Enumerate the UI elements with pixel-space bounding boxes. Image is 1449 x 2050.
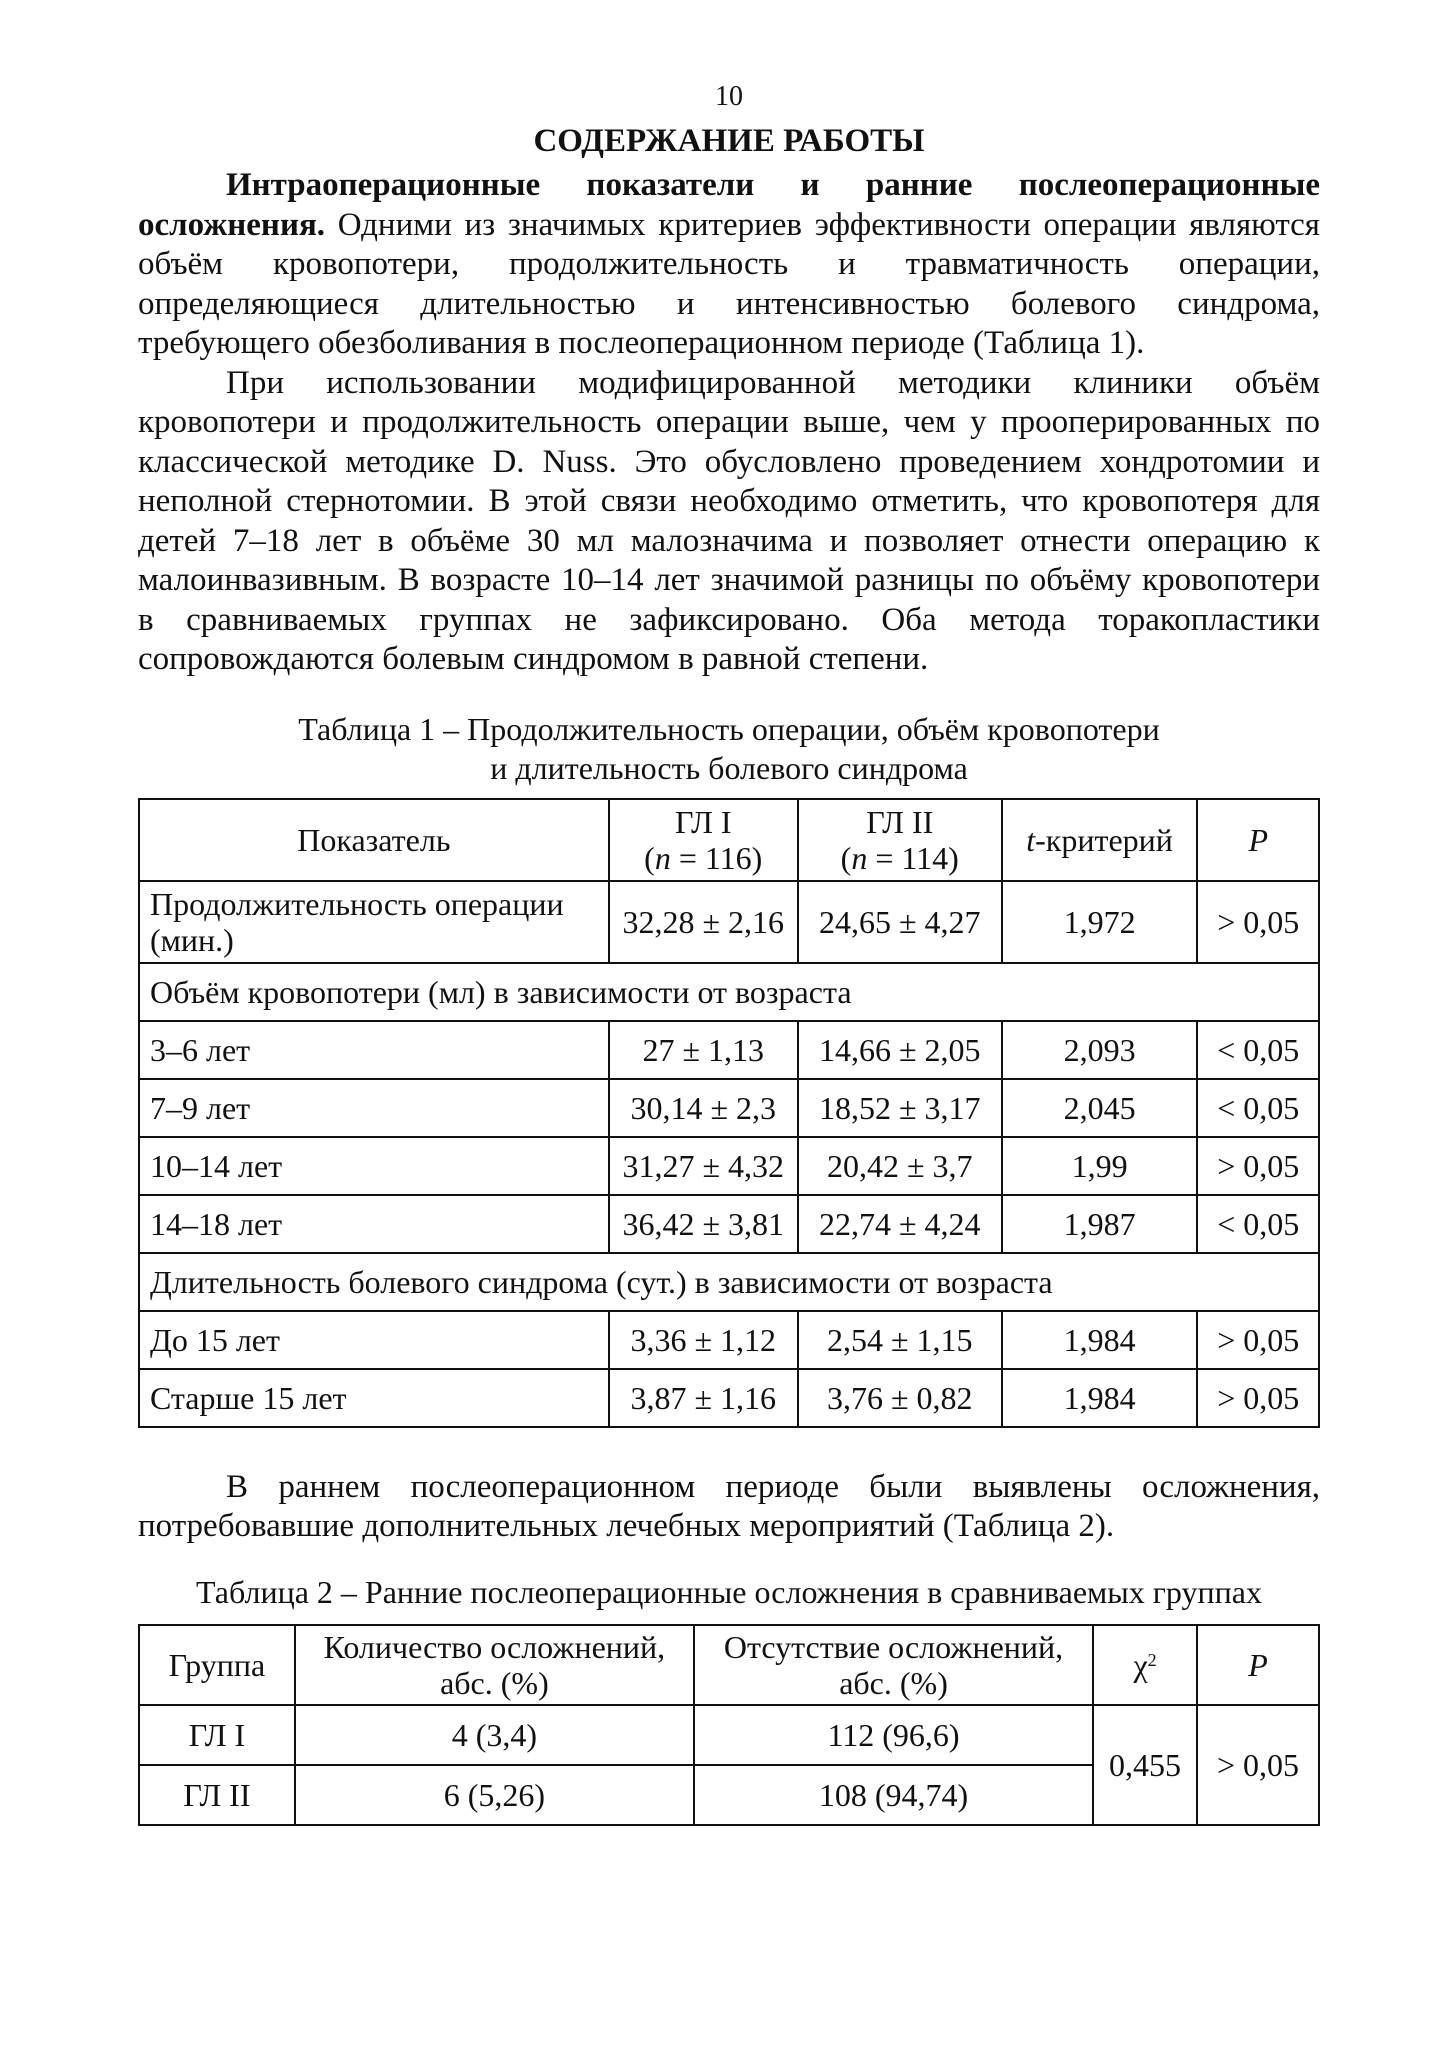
document-page bbox=[138, 80, 1320, 1826]
table1-cell-t: 1,984 bbox=[1002, 1369, 1198, 1427]
table2-header-absence: Отсутствие осложнений, абс. (%) bbox=[694, 1625, 1093, 1705]
table2-cell-complications: 6 (5,26) bbox=[295, 1765, 694, 1825]
table2-cell-absence: 112 (96,6) bbox=[694, 1705, 1093, 1765]
table1-cell-gl1: 36,42 ± 3,81 bbox=[609, 1195, 798, 1253]
table1-section-blood-loss: Объём кровопотери (мл) в зависимости от возраста bbox=[139, 963, 1319, 1021]
table2-header-complications: Количество осложнений, абс. (%) bbox=[295, 1625, 694, 1705]
table1-cell-gl1: 30,14 ± 2,3 bbox=[609, 1079, 798, 1137]
table1-cell-label: До 15 лет bbox=[139, 1311, 609, 1369]
table1-cell-gl2: 18,52 ± 3,17 bbox=[798, 1079, 1002, 1137]
table-row bbox=[139, 1195, 1319, 1253]
table1-cell-label: 10–14 лет bbox=[139, 1137, 609, 1195]
table1-cell-gl2: 2,54 ± 1,15 bbox=[798, 1311, 1002, 1369]
table1-cell-gl2: 22,74 ± 4,24 bbox=[798, 1195, 1002, 1253]
table2-cell-group: ГЛ I bbox=[139, 1705, 295, 1765]
table1-section-pain: Длительность болевого синдрома (сут.) в зависимости от возраста bbox=[139, 1253, 1319, 1311]
table-row bbox=[139, 1021, 1319, 1079]
table1-section-row bbox=[139, 963, 1319, 1021]
paragraph-body: Одними из значимых критериев эффективности операции являются объём кровопотери, продолжительность и травматичность операции, определяющиеся длительностью и интенсивностью болевого синдрома, требующего обезболивания в послеоперационном периоде (Таблица 1). bbox=[138, 206, 1320, 361]
table1-cell-gl1: 3,36 ± 1,12 bbox=[609, 1311, 798, 1369]
table1-cell-label: Продолжительность операции (мин.) bbox=[139, 881, 609, 963]
table-row bbox=[139, 1705, 1319, 1765]
paragraph-intraoperative bbox=[138, 166, 1320, 364]
table1-cell-label: 3–6 лет bbox=[139, 1021, 609, 1079]
table1-cell-p: > 0,05 bbox=[1197, 1311, 1319, 1369]
table-row bbox=[139, 1137, 1319, 1195]
table1-cell-t: 1,99 bbox=[1002, 1137, 1198, 1195]
table1-header-gl1-n: (n = 116) bbox=[644, 839, 763, 876]
table1-cell-gl1: 27 ± 1,13 bbox=[609, 1021, 798, 1079]
table1-caption bbox=[138, 710, 1320, 788]
table-row bbox=[139, 1079, 1319, 1137]
table2-cell-complications: 4 (3,4) bbox=[295, 1705, 694, 1765]
table1-cell-p: < 0,05 bbox=[1197, 1021, 1319, 1079]
table1-cell-gl1: 31,27 ± 4,32 bbox=[609, 1137, 798, 1195]
table1-section-row bbox=[139, 1253, 1319, 1311]
table1-cell-p: < 0,05 bbox=[1197, 1195, 1319, 1253]
paragraph-lead-bold: Интраоперационные показатели и ранние послеоперационные осложнения. bbox=[138, 167, 1320, 243]
table-row bbox=[139, 1369, 1319, 1427]
table1-cell-t: 1,972 bbox=[1002, 881, 1198, 963]
table1-cell-p: > 0,05 bbox=[1197, 1369, 1319, 1427]
table2-cell-absence: 108 (94,74) bbox=[694, 1765, 1093, 1825]
table1-header-gl1-name: ГЛ I bbox=[675, 803, 732, 840]
table1-header-row bbox=[139, 799, 1319, 881]
page-number: 10 bbox=[715, 81, 743, 112]
table1-cell-t: 1,984 bbox=[1002, 1311, 1198, 1369]
table1-cell-gl2: 3,76 ± 0,82 bbox=[798, 1369, 1002, 1427]
table1 bbox=[138, 798, 1320, 1428]
table1-cell-t: 2,045 bbox=[1002, 1079, 1198, 1137]
table1-caption-line2: и длительность болевого синдрома bbox=[490, 749, 968, 786]
table1-cell-gl2: 20,42 ± 3,7 bbox=[798, 1137, 1002, 1195]
section-heading: СОДЕРЖАНИЕ РАБОТЫ bbox=[533, 123, 925, 159]
table2-cell-chi-square: 0,455 bbox=[1093, 1705, 1197, 1825]
table1-cell-p: > 0,05 bbox=[1197, 1137, 1319, 1195]
table1-header-gl2-name: ГЛ II bbox=[866, 803, 934, 840]
table1-cell-t: 2,093 bbox=[1002, 1021, 1198, 1079]
table2-header-group: Группа bbox=[139, 1625, 295, 1705]
table-row bbox=[139, 881, 1319, 963]
table2-header-p: P bbox=[1197, 1625, 1319, 1705]
paragraph-complications: В раннем послеоперационном периоде были выявлены осложнения, потребовавшие дополнительных лечебных мероприятий (Таблица 2). bbox=[138, 1468, 1320, 1544]
table1-header-t-criterion: t-критерий bbox=[1002, 799, 1198, 881]
table1-cell-label: 7–9 лет bbox=[139, 1079, 609, 1137]
table1-header-gl2 bbox=[798, 799, 1002, 881]
table1-header-indicator: Показатель bbox=[139, 799, 609, 881]
table2-header-chi-square: $\chi^2$ bbox=[1093, 1625, 1197, 1705]
table2-cell-p: > 0,05 bbox=[1197, 1705, 1319, 1825]
table1-cell-p: > 0,05 bbox=[1197, 881, 1319, 963]
table1-cell-gl2: 14,66 ± 2,05 bbox=[798, 1021, 1002, 1079]
table2-cell-group: ГЛ II bbox=[139, 1765, 295, 1825]
table1-header-gl1 bbox=[609, 799, 798, 881]
table1-cell-p: < 0,05 bbox=[1197, 1079, 1319, 1137]
table2 bbox=[138, 1624, 1320, 1826]
table1-cell-t: 1,987 bbox=[1002, 1195, 1198, 1253]
table2-caption: Таблица 2 – Ранние послеоперационные осложнения в сравниваемых группах bbox=[196, 1573, 1262, 1610]
table2-header-row bbox=[139, 1625, 1319, 1705]
table1-cell-label: 14–18 лет bbox=[139, 1195, 609, 1253]
table1-cell-gl1: 3,87 ± 1,16 bbox=[609, 1369, 798, 1427]
table1-caption-line1: Таблица 1 – Продолжительность операции, объём кровопотери bbox=[298, 710, 1160, 747]
table-row bbox=[139, 1311, 1319, 1369]
table1-cell-label: Старше 15 лет bbox=[139, 1369, 609, 1427]
paragraph-methods-comparison: При использовании модифицированной методики клиники объём кровопотери и продолжительность операции выше, чем у прооперированных по классической методике D. Nuss. Это обусловлено проведением хондротомии и неполной стернотомии. В этой связи необходимо отметить, что кровопотеря для детей 7–18 лет в объёме 30 мл малозначима и позволяет отнести операцию к малоинвазивным. В возрасте 10–14 лет значимой разницы по объёму кровопотери в сравниваемых группах не зафиксировано. Оба метода торакопластики сопровождаются болевым синдромом в равной степени. bbox=[138, 364, 1320, 677]
table1-header-gl2-n: (n = 114) bbox=[840, 839, 959, 876]
table1-cell-gl1: 32,28 ± 2,16 bbox=[609, 881, 798, 963]
table1-cell-gl2: 24,65 ± 4,27 bbox=[798, 881, 1002, 963]
table1-header-p: P bbox=[1197, 799, 1319, 881]
